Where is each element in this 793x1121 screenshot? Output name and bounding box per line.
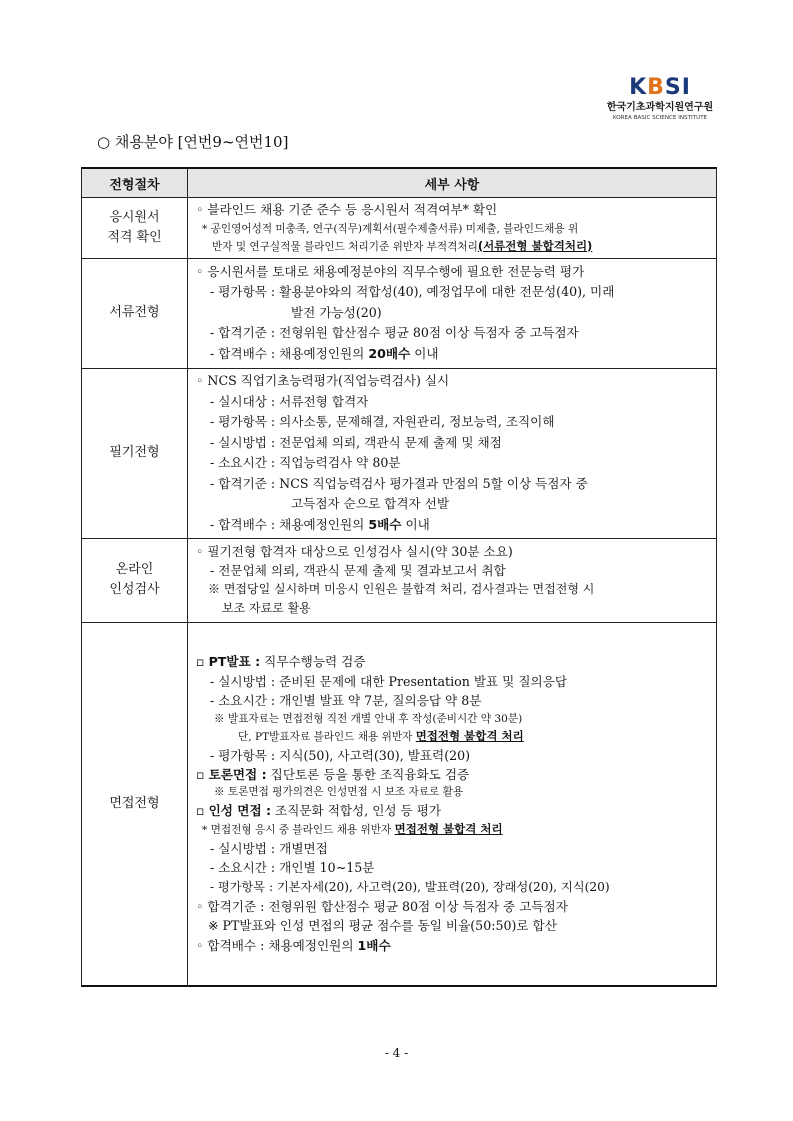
detail-line: - 평가항목 : 활용분야와의 적합성(40), 예정업무에 대한 전문성(40), 미래 [210,284,615,300]
detail-line: ◦ 합격기준 : 전형위원 합산점수 평균 80점 이상 득점자 중 고득점자 [196,898,568,914]
detail-text: 이내 [414,345,439,361]
page-number: - 4 - [384,1046,409,1060]
detail-line [196,344,710,365]
emphasis-text: 1배수 [357,937,391,953]
stage-label: 서류전형 [109,305,160,320]
detail-note: ※ 발표자료는 면접전형 직전 개별 안내 후 작성(준비시간 약 30분) [214,712,523,725]
detail-line: ※ PT발표와 인성 면접의 평균 점수를 동일 비율(50:50)로 합산 [208,918,557,934]
stage-label: 적격 확인 [107,229,162,245]
table-row [82,538,717,622]
emphasis-text: 토론면접 : [208,766,267,782]
detail-line: - 실시방법 : 전문업체 의뢰, 객관식 문제 출제 및 채점 [210,434,502,450]
emphasis-text: 5배수 [368,516,402,532]
detail-line: 고득점자 순으로 합격자 선발 [291,496,449,511]
detail-line: - 실시방법 : 준비된 문제에 대한 Presentation 발표 및 질의응답 [210,673,567,689]
logo-mark: KBSI [629,75,691,100]
detail-line: - 소요시간 : 개인별 발표 약 7분, 질의응답 약 8분 [210,693,482,709]
detail-line: - 합격기준 : 전형위원 합산점수 평균 80점 이상 득점자 중 고득점자 [210,325,579,341]
detail-note: ※ 토론면접 평가의견은 인성면접 시 보조 자료로 활용 [214,786,464,799]
stage-label: 면접전형 [109,795,160,811]
detail-line: ◦ 필기전형 합격자 대상으로 인성검사 실시(약 30분 소요) [196,544,513,559]
detail-line: - 평가항목 : 의사소통, 문제해결, 자원관리, 정보능력, 조직이해 [210,414,555,429]
bullet-icon: ▫ [196,803,205,819]
stage-cell [82,198,188,259]
detail-line [196,515,710,536]
detail-cell [188,622,717,986]
table-row [82,622,717,986]
selection-process-table [81,167,717,987]
section-title: ○ 채용분야 [연번9~연번10] [97,133,289,151]
detail-line: ◦ 응시원서를 토대로 채용예정분야의 직무수행에 필요한 전문능력 평가 [196,263,585,279]
detail-line: ◦ 블라인드 채용 기준 준수 등 응시원서 적격여부* 확인 [196,202,498,217]
detail-text: ◦ 합격배수 : 채용예정인원의 [196,937,354,953]
detail-cell [188,258,717,368]
emphasis-text: PT발표 : [208,654,261,670]
stage-cell [82,538,188,622]
emphasis-text: 면접전형 불합격 처리 [394,821,503,836]
detail-line [196,936,710,955]
logo-name-en: KOREA BASIC SCIENCE INSTITUTE [612,115,708,121]
detail-text: - 합격배수 : 채용예정인원의 [210,345,365,361]
detail-line: ※ 면접당일 실시하며 미응시 인원은 불합격 처리, 검사결과는 면접전형 시 [208,582,595,596]
detail-line [196,765,710,784]
table-header-row [82,168,717,198]
header-stage: 전형절차 [82,168,188,198]
detail-line: - 실시대상 : 서류전형 합격자 [210,393,369,409]
detail-text: 조직문화 적합성, 인성 등 평가 [275,803,442,819]
detail-line: - 전문업체 의뢰, 객관식 문제 출제 및 결과보고서 취합 [210,563,506,578]
bullet-icon: ▫ [196,654,205,670]
detail-cell [188,198,717,259]
stage-cell [82,258,188,368]
emphasis-text: 면접전형 불합격 처리 [415,728,524,743]
detail-line: - 평가항목 : 지식(50), 사고력(30), 발표력(20) [210,747,471,763]
detail-line [196,652,710,671]
detail-line: - 실시방법 : 개별면접 [210,840,328,856]
detail-line: - 소요시간 : 직업능력검사 약 80분 [210,455,401,470]
detail-text: 직무수행능력 검증 [264,654,366,670]
detail-text: 단, PT발표자료 블라인드 채용 위반자 [238,730,413,743]
detail-note [196,238,710,256]
stage-cell [82,622,188,986]
detail-line: 보조 자료로 활용 [222,601,311,615]
detail-text: * 면접전형 응시 중 블라인드 채용 위반자 [202,823,392,836]
emphasis-text: 20배수 [368,345,411,361]
stage-cell [82,368,188,538]
detail-line: ◦ NCS 직업기초능력평가(직업능력검사) 실시 [196,373,450,388]
stage-label: 응시원서 [109,209,160,225]
detail-text: 반자 및 연구실적물 블라인드 처리기준 위반자 부적격처리 [212,240,478,253]
detail-text: 이내 [405,516,430,532]
detail-line: - 합격기준 : NCS 직업능력검사 평가결과 만점의 5할 이상 득점자 중 [210,475,588,491]
detail-text: 집단토론 등을 통한 조직융화도 검증 [270,766,470,782]
detail-note [196,821,710,839]
detail-cell [188,368,717,538]
bullet-icon: ▫ [196,766,205,782]
stage-label: 온라인 [115,562,154,577]
stage-label: 인성검사 [109,582,160,597]
detail-line: - 소요시간 : 개인별 10~15분 [210,860,375,876]
detail-text: - 합격배수 : 채용예정인원의 [210,516,365,532]
table-row [82,258,717,368]
emphasis-text: 인성 면접 : [208,803,272,819]
kbsi-logo [600,76,720,122]
detail-line: - 평가항목 : 기본자세(20), 사고력(20), 발표력(20), 장래성(20), 지식(20) [210,879,610,894]
table-row [82,198,717,259]
emphasis-text: (서류전형 불합격처리) [477,238,593,253]
detail-cell [188,538,717,622]
detail-line: 발전 가능성(20) [291,304,382,320]
table-row [82,368,717,538]
header-details: 세부 사항 [188,168,717,198]
detail-note [196,728,710,746]
detail-line [196,801,710,820]
detail-note: * 공인영어성적 미충족, 연구(직무)계획서(필수제출서류) 미제출, 블라인드채용 위 [202,222,579,235]
stage-label: 필기전형 [109,445,160,460]
logo-name-ko: 한국기초과학지원연구원 [606,102,714,113]
